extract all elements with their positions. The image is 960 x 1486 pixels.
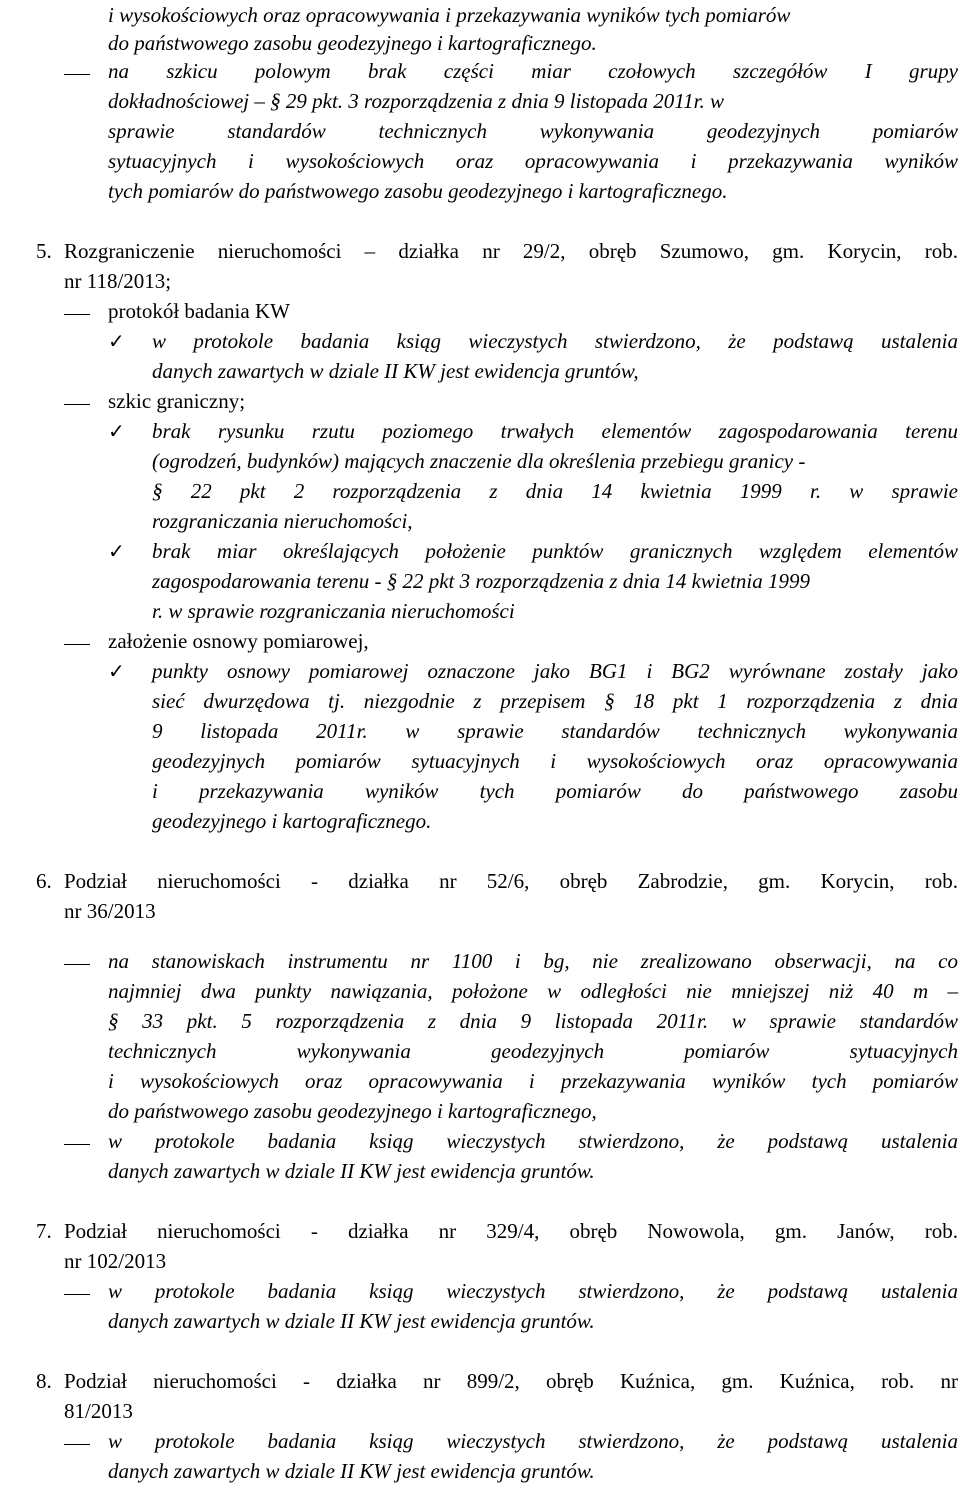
text-line: brak rysunku rzutu poziomego trwałych elementów zagospodarowania terenu [152,419,958,443]
text-line: najmniej dwa punkty nawiązania, położone w odległości nie mniejszej niż 40 m – [108,979,958,1003]
text-line: nr 102/2013 [64,1249,167,1273]
checkmark-icon: ✓ [108,659,125,683]
text-line: zagospodarowania terenu - § 22 pkt 3 rozporządzenia z dnia 14 kwietnia 1999 [152,569,810,593]
text-line: na stanowiskach instrumentu nr 1100 i bg, nie zrealizowano obserwacji, na co [108,949,958,973]
text-line: szkic graniczny; [108,389,246,413]
text-line: rozgraniczania nieruchomości, [152,509,413,533]
text-line: 81/2013 [64,1399,133,1423]
text-line: na szkicu polowym brak części miar czołowych szczegółów I grupy [108,59,958,83]
text-line: § 33 pkt. 5 rozporządzenia z dnia 9 listopada 2011r. w sprawie standardów [108,1009,958,1033]
text-line: brak miar określających położenie punktów granicznych względem elementów [152,539,958,563]
text-line: (ogrodzeń, budynków) mających znaczenie dla określenia przebiegu granicy - [152,449,806,473]
text-line: dokładnościowej – § 29 pkt. 3 rozporządzenia z dnia 9 listopada 2011r. w [108,89,725,113]
text-line: w protokole badania ksiąg wieczystych stwierdzono, że podstawą ustalenia [152,329,958,353]
text-line: § 22 pkt 2 rozporządzenia z dnia 14 kwietnia 1999 r. w sprawie [152,479,958,503]
text-line: danych zawartych w dziale II KW jest ewidencja gruntów. [108,1309,595,1333]
bullet-dash-icon [64,946,90,976]
text-line: w protokole badania ksiąg wieczystych stwierdzono, że podstawą ustalenia [108,1429,958,1453]
text-line: i wysokościowych oraz opracowywania i przekazywania wyników tych pomiarów [108,1069,958,1093]
text-line: Podział nieruchomości - działka nr 899/2, obręb Kuźnica, gm. Kuźnica, rob. nr [64,1369,958,1393]
bullet-dash-icon [64,1126,90,1156]
text-line: i przekazywania wyników tych pomiarów do państwowego zasobu [152,779,958,803]
bullet-dash-icon [64,1426,90,1456]
text-line: założenie osnowy pomiarowej, [108,629,369,653]
bullet-dash-icon [64,386,90,416]
text-line: geodezyjnego i kartograficznego. [152,809,432,833]
text-line: 9 listopada 2011r. w sprawie standardów technicznych wykonywania [152,719,958,743]
text-line: nr 118/2013; [64,269,172,293]
text-line: i wysokościowych oraz opracowywania i przekazywania wyników tych pomiarów [108,3,791,27]
bullet-dash-icon [64,296,90,326]
checkmark-icon: ✓ [108,419,125,443]
text-line: danych zawartych w dziale II KW jest ewidencja gruntów. [108,1159,595,1183]
bullet-dash-icon [64,626,90,656]
checkmark-icon: ✓ [108,539,125,563]
text-line: sytuacyjnych i wysokościowych oraz opracowywania i przekazywania wyników [108,149,958,173]
text-line: sprawie standardów technicznych wykonywania geodezyjnych pomiarów [108,119,958,143]
text-line: do państwowego zasobu geodezyjnego i kartograficznego, [108,1099,597,1123]
bullet-dash-icon [64,56,90,86]
text-line: Podział nieruchomości - działka nr 329/4, obręb Nowowola, gm. Janów, rob. [64,1219,958,1243]
section-number: 8. [36,1369,52,1393]
section-number: 6. [36,869,52,893]
text-line: protokół badania KW [108,299,290,323]
checkmark-icon: ✓ [108,329,125,353]
bullet-dash-icon [64,1276,90,1306]
text-line: w protokole badania ksiąg wieczystych stwierdzono, że podstawą ustalenia [108,1129,958,1153]
text-line: nr 36/2013 [64,899,156,923]
text-line: r. w sprawie rozgraniczania nieruchomości [152,599,515,623]
text-line: punkty osnowy pomiarowej oznaczone jako BG1 i BG2 wyrównane zostały jako [152,659,958,683]
text-line: technicznych wykonywania geodezyjnych pomiarów sytuacyjnych [108,1039,958,1063]
section-number: 7. [36,1219,52,1243]
text-line: Podział nieruchomości - działka nr 52/6, obręb Zabrodzie, gm. Korycin, rob. [64,869,958,893]
text-line: geodezyjnych pomiarów sytuacyjnych i wysokościowych oraz opracowywania [152,749,958,773]
text-line: sieć dwurzędowa tj. niezgodnie z przepisem § 18 pkt 1 rozporządzenia z dnia [152,689,958,713]
text-line: danych zawartych w dziale II KW jest ewidencja gruntów, [152,359,639,383]
section-number: 5. [36,239,52,263]
text-line: Rozgraniczenie nieruchomości – działka nr 29/2, obręb Szumowo, gm. Korycin, rob. [64,239,958,263]
text-line: danych zawartych w dziale II KW jest ewidencja gruntów. [108,1459,595,1483]
text-line: w protokole badania ksiąg wieczystych stwierdzono, że podstawą ustalenia [108,1279,958,1303]
text-line: do państwowego zasobu geodezyjnego i kartograficznego. [108,31,597,55]
text-line: tych pomiarów do państwowego zasobu geodezyjnego i kartograficznego. [108,179,728,203]
